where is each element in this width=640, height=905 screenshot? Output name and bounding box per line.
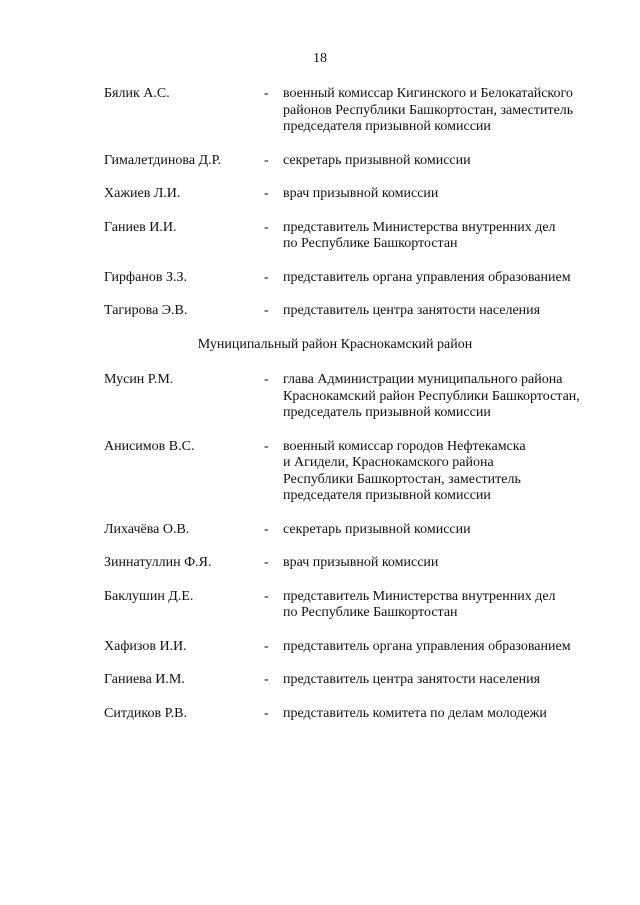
member-role	[283, 555, 613, 572]
separator-dash: -	[264, 672, 269, 687]
member-role-line: представитель Министерства внутренних дел	[283, 219, 556, 235]
member-role-line: представитель центра занятости населения	[283, 303, 541, 318]
member-role-line: представитель Министерства внутренних дел	[283, 588, 556, 604]
member-entry	[0, 220, 640, 253]
separator-dash: -	[264, 186, 269, 201]
member-entry	[0, 555, 640, 572]
member-name: Хажиев Л.И.	[104, 186, 181, 201]
member-role	[283, 186, 613, 203]
member-role-line: врач призывной комиссии	[283, 186, 439, 201]
member-name: Зиннатуллин Ф.Я.	[104, 555, 212, 570]
member-name: Ситдиков Р.В.	[104, 705, 187, 721]
member-name: Бялик А.С.	[104, 86, 170, 101]
member-role-line: по Республике Башкортостан	[283, 605, 458, 620]
member-role-line: и Агидели, Краснокамского района	[283, 455, 494, 470]
page-number: 18	[313, 51, 327, 66]
member-role	[283, 270, 613, 287]
member-name: Анисимов В.С.	[104, 438, 195, 454]
member-role	[283, 372, 613, 422]
member-role-line: Республики Башкортостан, заместитель	[283, 471, 521, 487]
member-role-line: секретарь призывной комиссии	[283, 521, 471, 537]
member-entry	[0, 303, 640, 320]
member-name: Хафизов И.И.	[104, 638, 187, 654]
member-role-line: представитель органа управления образованием	[283, 269, 571, 285]
member-name: Ганиева И.М.	[104, 672, 185, 687]
member-role-line: военный комиссар Кигинского и Белокатайского	[283, 86, 573, 101]
district-members-group-1	[0, 86, 640, 320]
section-heading-krasnokamsky-district: Муниципальный район Краснокамский район	[197, 336, 473, 352]
member-role	[283, 220, 613, 253]
member-entry	[0, 639, 640, 656]
member-entry	[0, 522, 640, 539]
member-name: Ганиев И.И.	[104, 219, 177, 235]
member-role-line: военный комиссар городов Нефтекамска	[283, 438, 526, 454]
member-entry	[0, 439, 640, 505]
member-role	[283, 522, 613, 539]
member-role-line: районов Республики Башкортостан, заместитель	[283, 102, 574, 118]
separator-dash: -	[264, 705, 269, 721]
member-entry	[0, 672, 640, 689]
member-entry	[0, 706, 640, 723]
member-role-line: по Республике Башкортостан	[283, 236, 458, 251]
member-role-line: представитель органа управления образованием	[283, 638, 571, 654]
separator-dash: -	[264, 303, 269, 318]
member-role-line: Краснокамский район Республики Башкортостан,	[283, 388, 580, 404]
member-role-line: представитель комитета по делам молодежи	[283, 705, 547, 721]
member-entry	[0, 86, 640, 136]
member-role	[283, 639, 613, 656]
separator-dash: -	[264, 555, 269, 570]
member-role-line: председателя призывной комиссии	[283, 488, 491, 503]
member-role	[283, 589, 613, 622]
member-name: Гирфанов З.З.	[104, 269, 187, 285]
member-name: Гималетдинова Д.Р.	[104, 152, 222, 168]
member-role-line: представитель центра занятости населения	[283, 672, 541, 687]
separator-dash: -	[264, 521, 269, 537]
separator-dash: -	[264, 438, 269, 454]
member-role	[283, 303, 613, 320]
member-role-line: врач призывной комиссии	[283, 555, 439, 570]
member-entry	[0, 270, 640, 287]
separator-dash: -	[264, 588, 269, 604]
member-name: Лихачёва О.В.	[104, 521, 190, 537]
district-members-group-2	[0, 372, 640, 722]
separator-dash: -	[264, 269, 269, 285]
member-entry	[0, 153, 640, 170]
member-entry	[0, 372, 640, 422]
member-name: Баклушин Д.Е.	[104, 588, 194, 604]
separator-dash: -	[264, 372, 269, 387]
member-role-line: председателя призывной комиссии	[283, 119, 491, 134]
member-role-line: секретарь призывной комиссии	[283, 152, 471, 168]
member-name: Тагирова Э.В.	[104, 303, 188, 318]
commission-members-list	[0, 86, 640, 739]
separator-dash: -	[264, 152, 269, 168]
member-role	[283, 706, 613, 723]
separator-dash: -	[264, 86, 269, 101]
member-entry	[0, 186, 640, 203]
member-entry	[0, 589, 640, 622]
separator-dash: -	[264, 638, 269, 654]
member-role	[283, 86, 613, 136]
member-role-line: глава Администрации муниципального района	[283, 372, 563, 387]
member-role	[283, 153, 613, 170]
separator-dash: -	[264, 219, 269, 235]
member-name: Мусин Р.М.	[104, 372, 174, 387]
member-role-line: председатель призывной комиссии	[283, 405, 491, 420]
member-role	[283, 672, 613, 689]
member-role	[283, 439, 613, 505]
